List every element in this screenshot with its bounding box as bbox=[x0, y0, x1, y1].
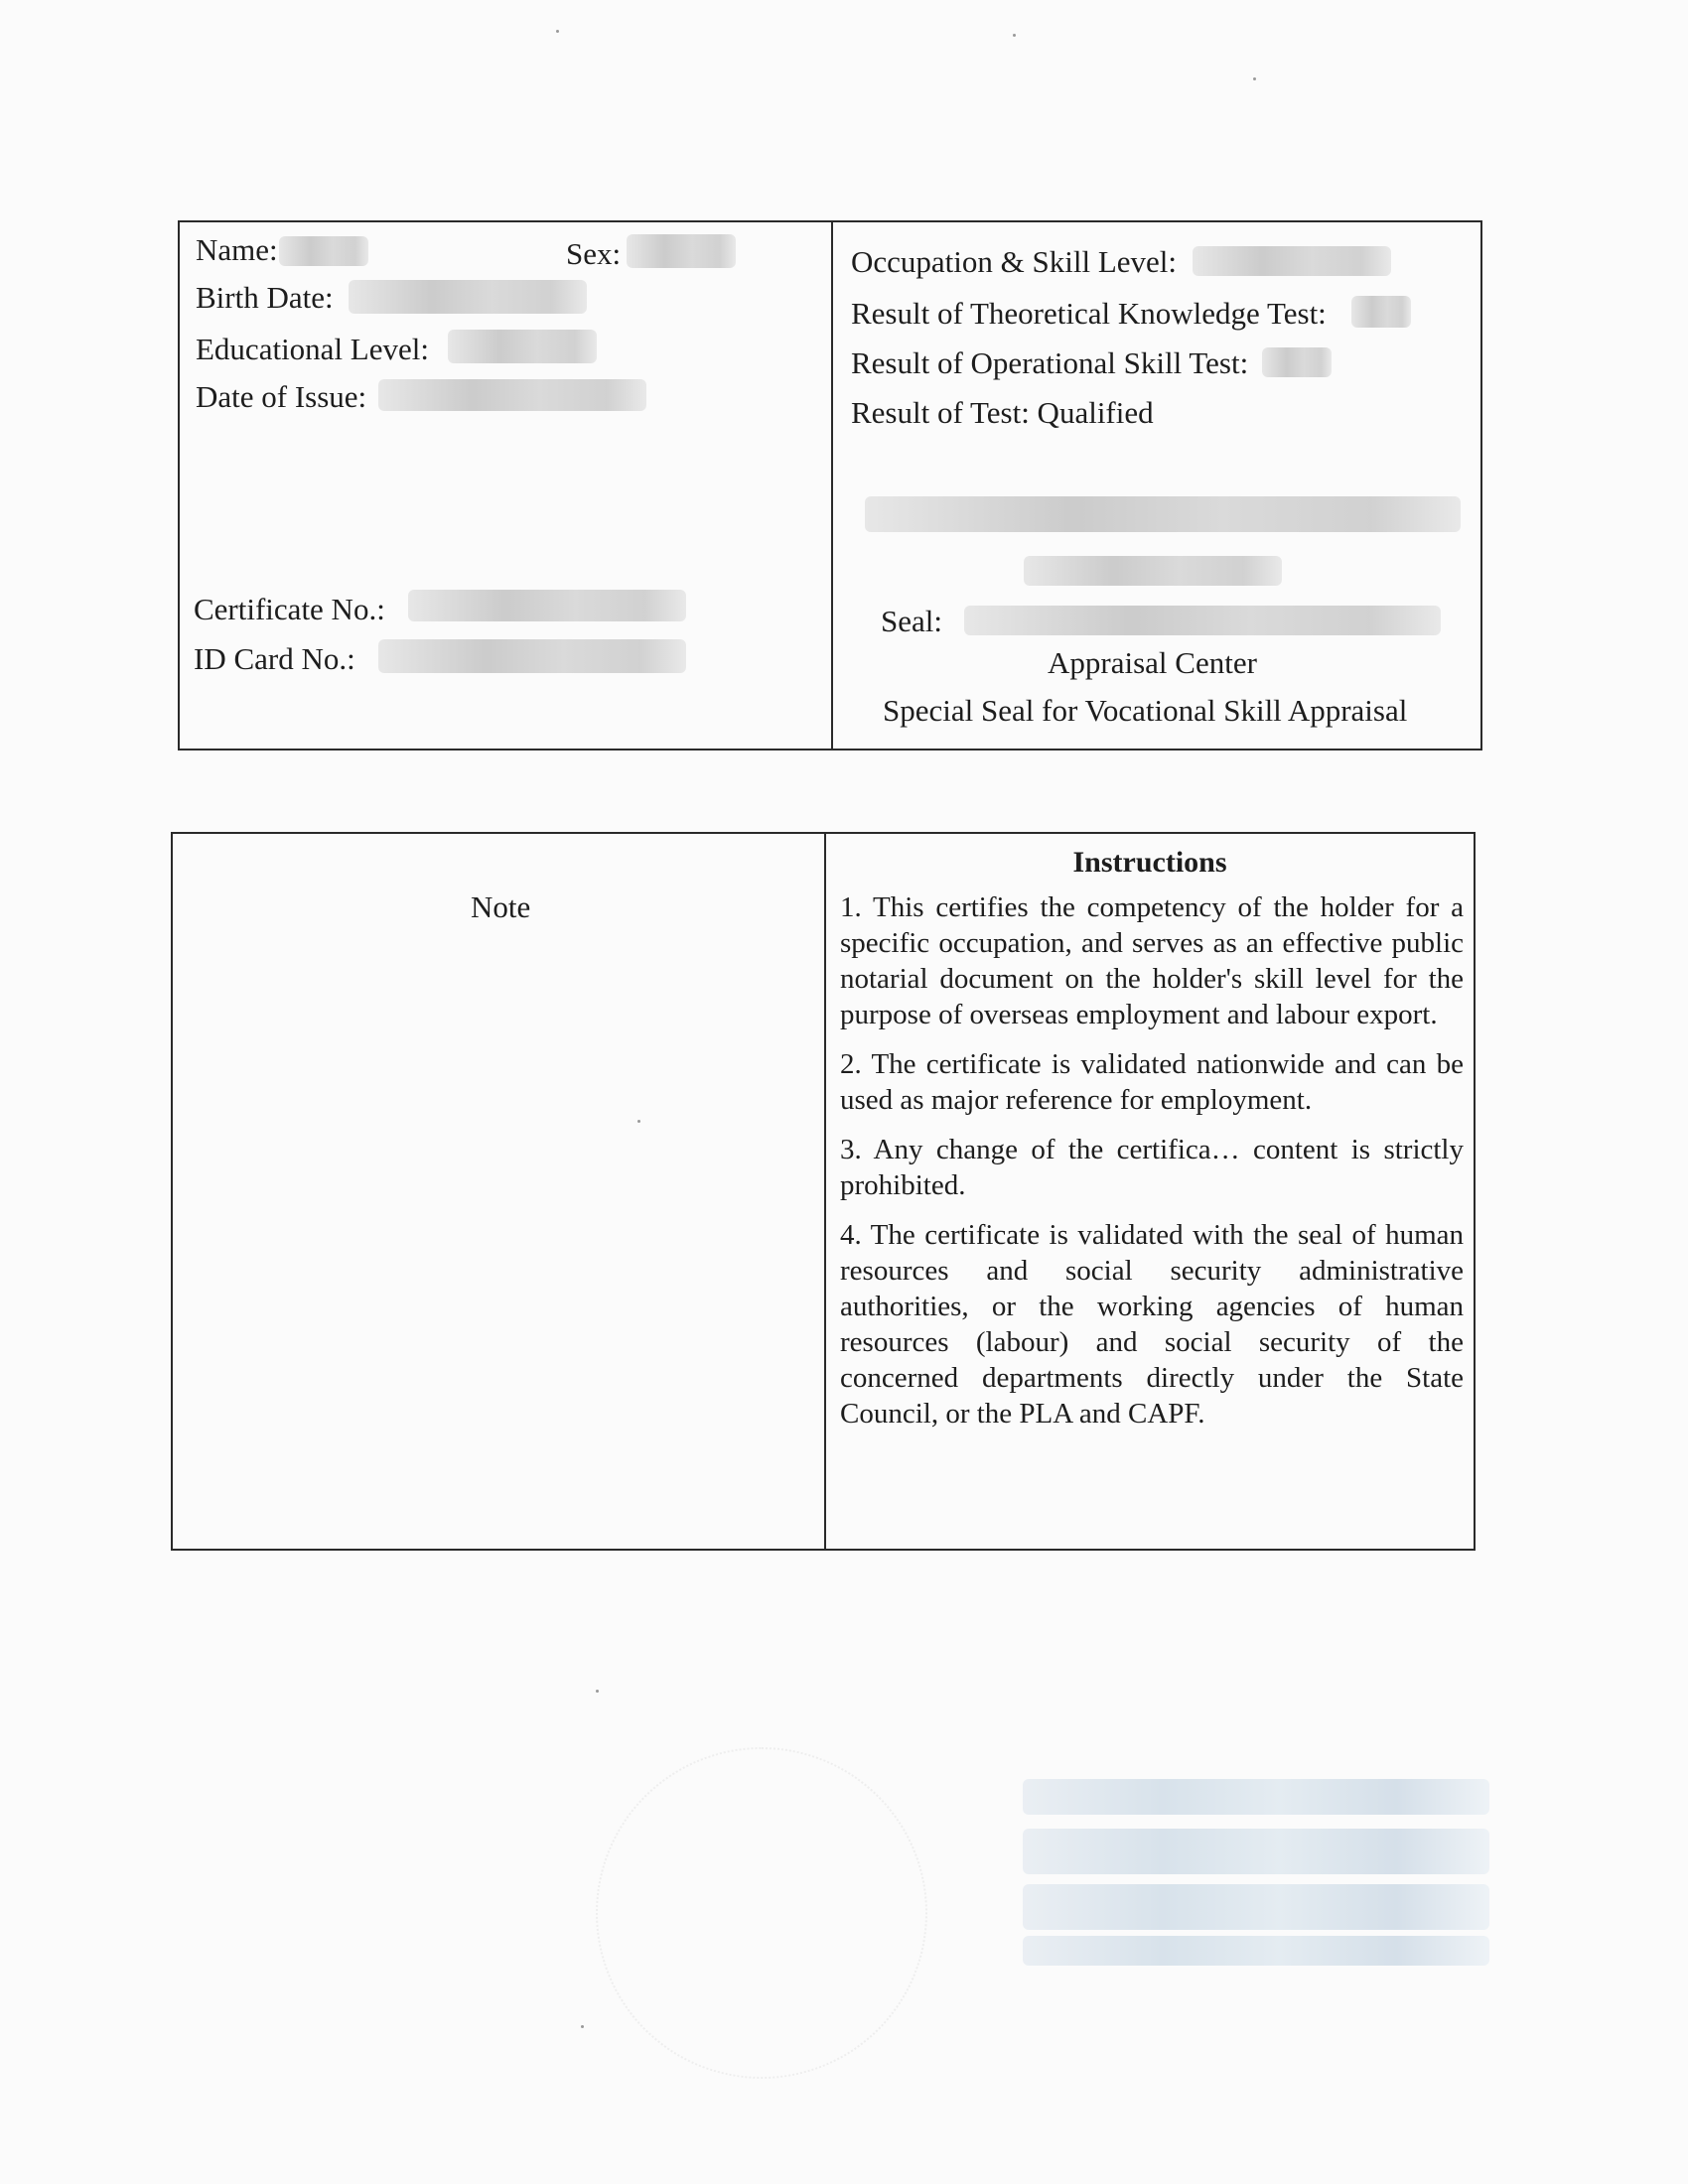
instruction-item-3: 3. Any change of the certifica… content is strictly prohibited. bbox=[840, 1134, 1464, 1201]
special-seal-label: Special Seal for Vocational Skill Appraisal bbox=[883, 693, 1408, 728]
birth-date-label: Birth Date: bbox=[196, 280, 334, 315]
translator-info-redaction-3 bbox=[1023, 1884, 1489, 1930]
certificate-no-label: Certificate No.: bbox=[194, 592, 385, 626]
theoretical-test-label: Result of Theoretical Knowledge Test: bbox=[851, 296, 1327, 331]
instructions-list bbox=[840, 889, 1464, 1445]
birth-date-redaction bbox=[349, 280, 587, 314]
faint-seal-ring bbox=[596, 1747, 927, 2079]
seal-redaction bbox=[964, 606, 1441, 635]
name-redaction bbox=[279, 236, 368, 266]
translator-info-redaction-4 bbox=[1023, 1936, 1489, 1966]
seal-label: Seal: bbox=[881, 604, 942, 638]
sex-redaction bbox=[627, 234, 736, 268]
occupation-redaction bbox=[1193, 246, 1391, 276]
instructions-title: Instructions bbox=[1072, 846, 1227, 879]
issuing-authority-redaction bbox=[865, 496, 1461, 532]
front-card-divider bbox=[831, 222, 833, 749]
occupation-skill-level-label: Occupation & Skill Level: bbox=[851, 244, 1178, 279]
educational-level-redaction bbox=[448, 330, 597, 363]
operational-test-redaction bbox=[1262, 347, 1332, 377]
id-card-no-redaction bbox=[378, 639, 686, 673]
date-of-issue-label: Date of Issue: bbox=[196, 379, 367, 414]
scan-speck bbox=[581, 2025, 584, 2028]
theoretical-test-redaction bbox=[1351, 296, 1411, 328]
id-card-no-label: ID Card No.: bbox=[194, 641, 355, 676]
educational-level-label: Educational Level: bbox=[196, 332, 429, 366]
certificate-no-redaction bbox=[408, 590, 686, 621]
name-label: Name: bbox=[196, 232, 278, 267]
instruction-item-2: 2. The certificate is validated nationwide and can be used as major reference for employment. bbox=[840, 1048, 1464, 1116]
scan-speck bbox=[596, 1690, 599, 1693]
scan-speck bbox=[1253, 77, 1256, 80]
translator-info-redaction-1 bbox=[1023, 1779, 1489, 1815]
date-of-issue-redaction bbox=[378, 379, 646, 411]
certificate-front-card bbox=[178, 220, 1482, 751]
translator-info-redaction-2 bbox=[1023, 1829, 1489, 1874]
issuing-authority-redaction-2 bbox=[1024, 556, 1282, 586]
instruction-item-4: 4. The certificate is validated with the seal of human resources and social security administrative authorities, or the working agencies of human resources (labour) and social security of the concerned departments directly under the State Council, or the PLA and CAPF. bbox=[840, 1219, 1464, 1430]
instructions-panel bbox=[826, 834, 1474, 1549]
sex-label: Sex: bbox=[566, 236, 622, 271]
note-label: Note bbox=[471, 889, 531, 924]
scan-speck bbox=[1013, 34, 1016, 37]
appraisal-center-label: Appraisal Center bbox=[1048, 645, 1257, 680]
scan-speck bbox=[637, 1120, 640, 1123]
operational-test-label: Result of Operational Skill Test: bbox=[851, 345, 1249, 380]
test-result-label: Result of Test: Qualified bbox=[851, 395, 1154, 430]
certificate-back-card bbox=[171, 832, 1476, 1551]
instruction-item-1: 1. This certifies the competency of the holder for a specific occupation, and serves as an effective public notarial document on the holder's skill level for the purpose of overseas employment and labour export. bbox=[840, 891, 1464, 1030]
scan-speck bbox=[556, 30, 559, 33]
